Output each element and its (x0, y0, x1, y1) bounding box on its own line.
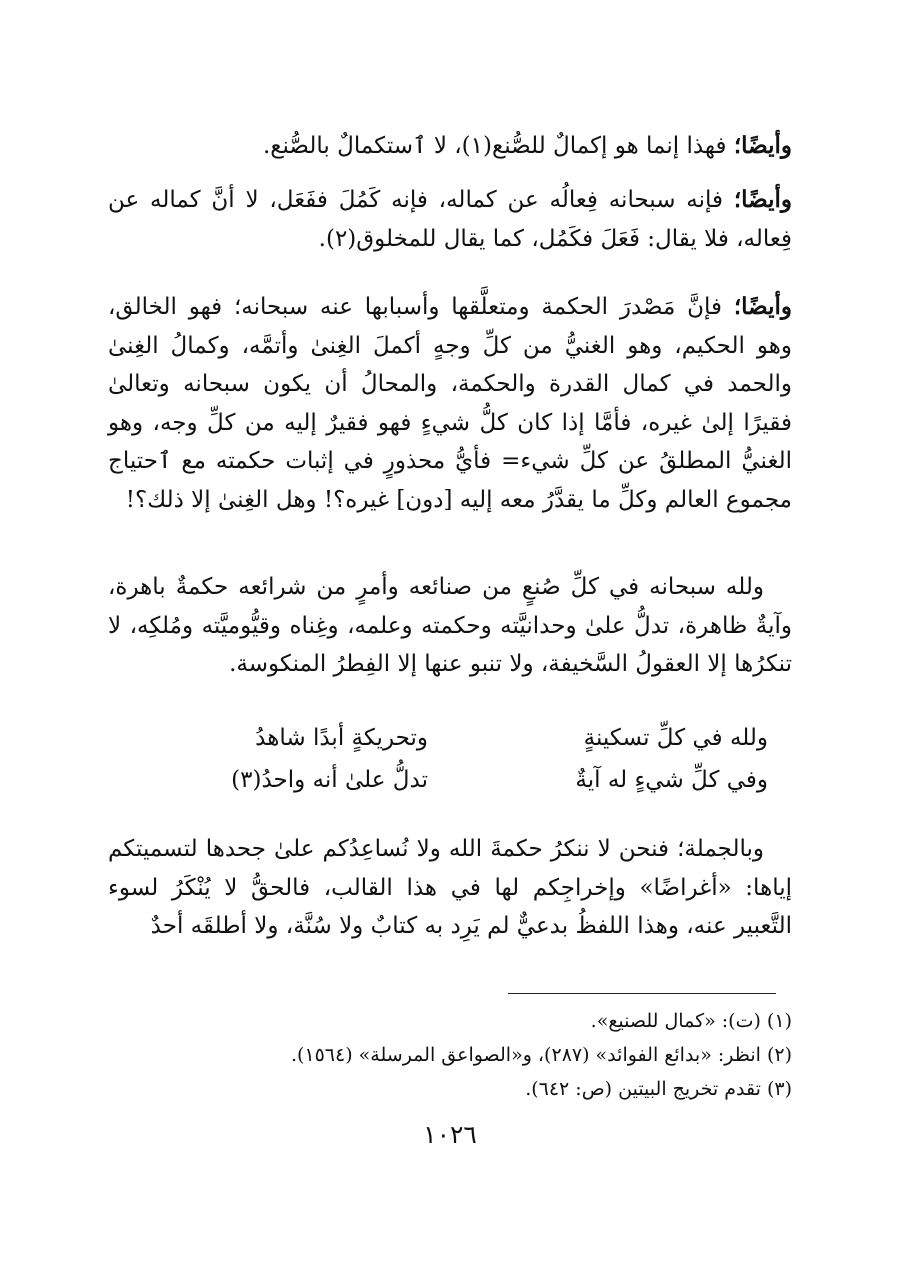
paragraph-5 (108, 830, 792, 946)
paragraph-3 (108, 288, 792, 519)
paragraph-3-lead: وأيضًا؛ (733, 293, 792, 320)
paragraph-1-lead: وأيضًا؛ (733, 132, 792, 159)
footnote-separator (508, 993, 776, 994)
paragraph-2 (108, 181, 792, 258)
paragraph-4-text: ولله سبحانه في كلِّ صُنعٍ من صنائعه وأمرٍ من شرائعه حكمةٌ باهرة، وآيةٌ ظاهرة، تدلُّ علىٰ وحدانيَّته وحكمته وعلمه، وغِناه وقيُّوميَّته ومُلكِه، لا تنكرُها إلا العقولُ السَّخيفة، ولا تنبو عنها إلا الفِطرُ المنكوسة. (108, 574, 792, 677)
paragraph-1 (108, 127, 792, 166)
verse-1-second-hemistich: وتحريكةٍ أبدًا شاهدُ (255, 725, 428, 751)
paragraph-2-text: فإنه سبحانه فِعالُه عن كماله، فإنه كَمُلَ ففَعَل، لا أنَّ كماله عن فِعاله، فلا يقال: فَعَلَ فكَمُل، كما يقال للمخلوق(٢). (108, 187, 792, 252)
paragraph-1-text: فهذا إنما هو إكمالٌ للصُّنع(١)، لا ٱستكمالٌ بالصُّنع. (262, 133, 734, 159)
footnote-3: (٣) تقدم تخريج البيتين (ص: ٦٤٢). (525, 1078, 792, 1100)
page-number: ١٠٢٦ (423, 1120, 477, 1149)
verse-2-second-hemistich: تدلُّ علىٰ أنه واحدُ(٣) (231, 767, 428, 793)
verse-1-first-hemistich: ولله في كلِّ تسكينةٍ (583, 725, 768, 751)
footnote-2: (٢) انظر: «بدائع الفوائد» (٢٨٧)، و«الصواعق المرسلة» (١٥٦٤). (290, 1044, 792, 1066)
paragraph-4 (108, 568, 792, 684)
paragraph-5-text: وبالجملة؛ فنحن لا ننكرُ حكمةَ الله ولا نُساعِدُكم علىٰ جحدها لتسميتكم إياها: «أغراضًا» وإخراجِكم لها في هذا القالب، فالحقُّ لا يُنْكَرُ لسوء التَّعبير عنه، وهذا اللفظُ بدعيٌّ لم يَرِد به كتابٌ ولا سُنَّة، ولا أطلقَه أحدٌ (108, 836, 792, 939)
paragraph-2-lead: وأيضًا؛ (733, 186, 792, 213)
verse-2-first-hemistich: وفي كلِّ شيءٍ له آيةٌ (575, 767, 768, 793)
footnote-1: (١) (ت): «كمال للصنيع». (590, 1010, 792, 1032)
paragraph-3-text: فإنَّ مَصْدرَ الحكمة ومتعلَّقها وأسبابها عنه سبحانه؛ فهو الخالق، وهو الحكيم، وهو الغنيُّ من كلِّ وجهٍ أكملَ الغِنىٰ وأتمَّه، وكمالُ الغِنىٰ والحمد في كمال القدرة والحكمة، والمحالُ أن يكون سبحانه وتعالىٰ فقيرًا إلىٰ غيره، فأمَّا إذا كان كلُّ شيءٍ فهو فقيرٌ إليه من كلِّ وجه، وهو الغنيُّ المطلقُ عن كلِّ شيء= فأيُّ محذورٍ في إثبات حكمته مع ٱحتياج مجموع العالم وكلِّ ما يقدَّرُ معه إليه [دون] غيره؟! وهل الغِنىٰ إلا ذلك؟! (108, 294, 792, 513)
